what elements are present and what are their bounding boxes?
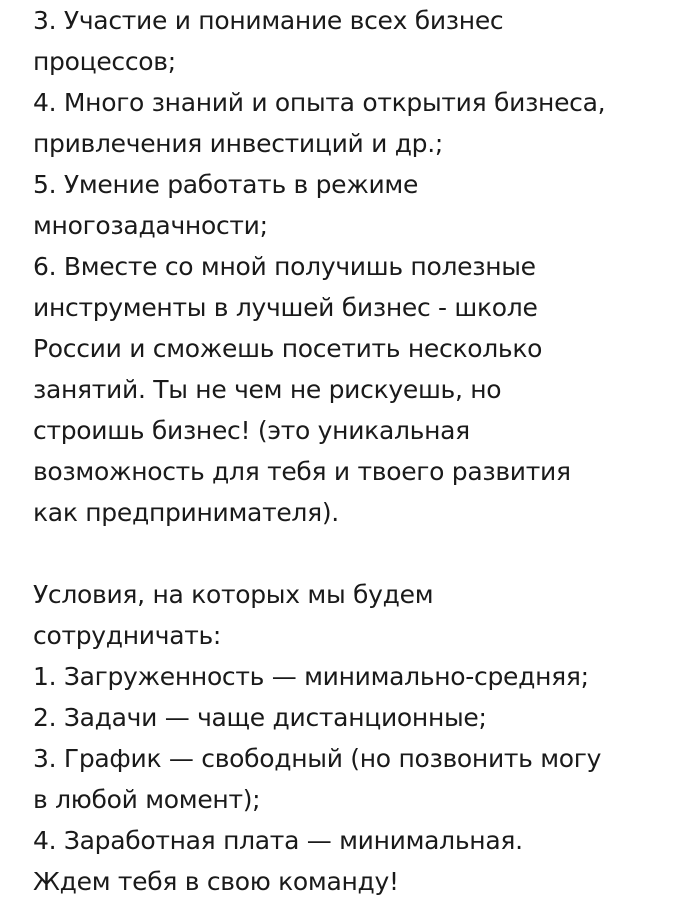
text-line: Условия, на которых мы будем [33,580,434,609]
text-line: в любой момент); [33,785,261,814]
requirements-list [33,0,693,533]
text-line: привлечения инвестиций и др.; [33,129,444,158]
text-line: как предпринимателя). [33,498,339,527]
text-line: 4. Заработная плата — минимальная. [33,826,523,855]
text-line: строишь бизнес! (это уникальная [33,416,470,445]
paragraph-gap [33,533,693,574]
text-line: 3. График — свободный (но позвонить могу [33,744,602,773]
text-line: 1. Загруженность — минимально-средняя; [33,662,589,691]
text-line: возможность для тебя и твоего развития [33,457,571,486]
text-line: многозадачности; [33,211,268,240]
text-line: сотрудничать: [33,621,222,650]
text-line: инструменты в лучшей бизнес - школе [33,293,538,322]
text-line: 2. Задачи — чаще дистанционные; [33,703,487,732]
conditions-list [33,574,693,902]
text-line: процессов; [33,47,176,76]
text-line: 6. Вместе со мной получишь полезные [33,252,536,281]
text-line: России и сможешь посетить несколько [33,334,543,363]
text-line: Ждем тебя в свою команду! [33,867,399,896]
text-line: 3. Участие и понимание всех бизнес [33,6,504,35]
text-line: 4. Много знаний и опыта открытия бизнеса, [33,88,606,117]
document-text [33,0,693,902]
text-line: 5. Умение работать в режиме [33,170,419,199]
text-line: занятий. Ты не чем не рискуешь, но [33,375,502,404]
